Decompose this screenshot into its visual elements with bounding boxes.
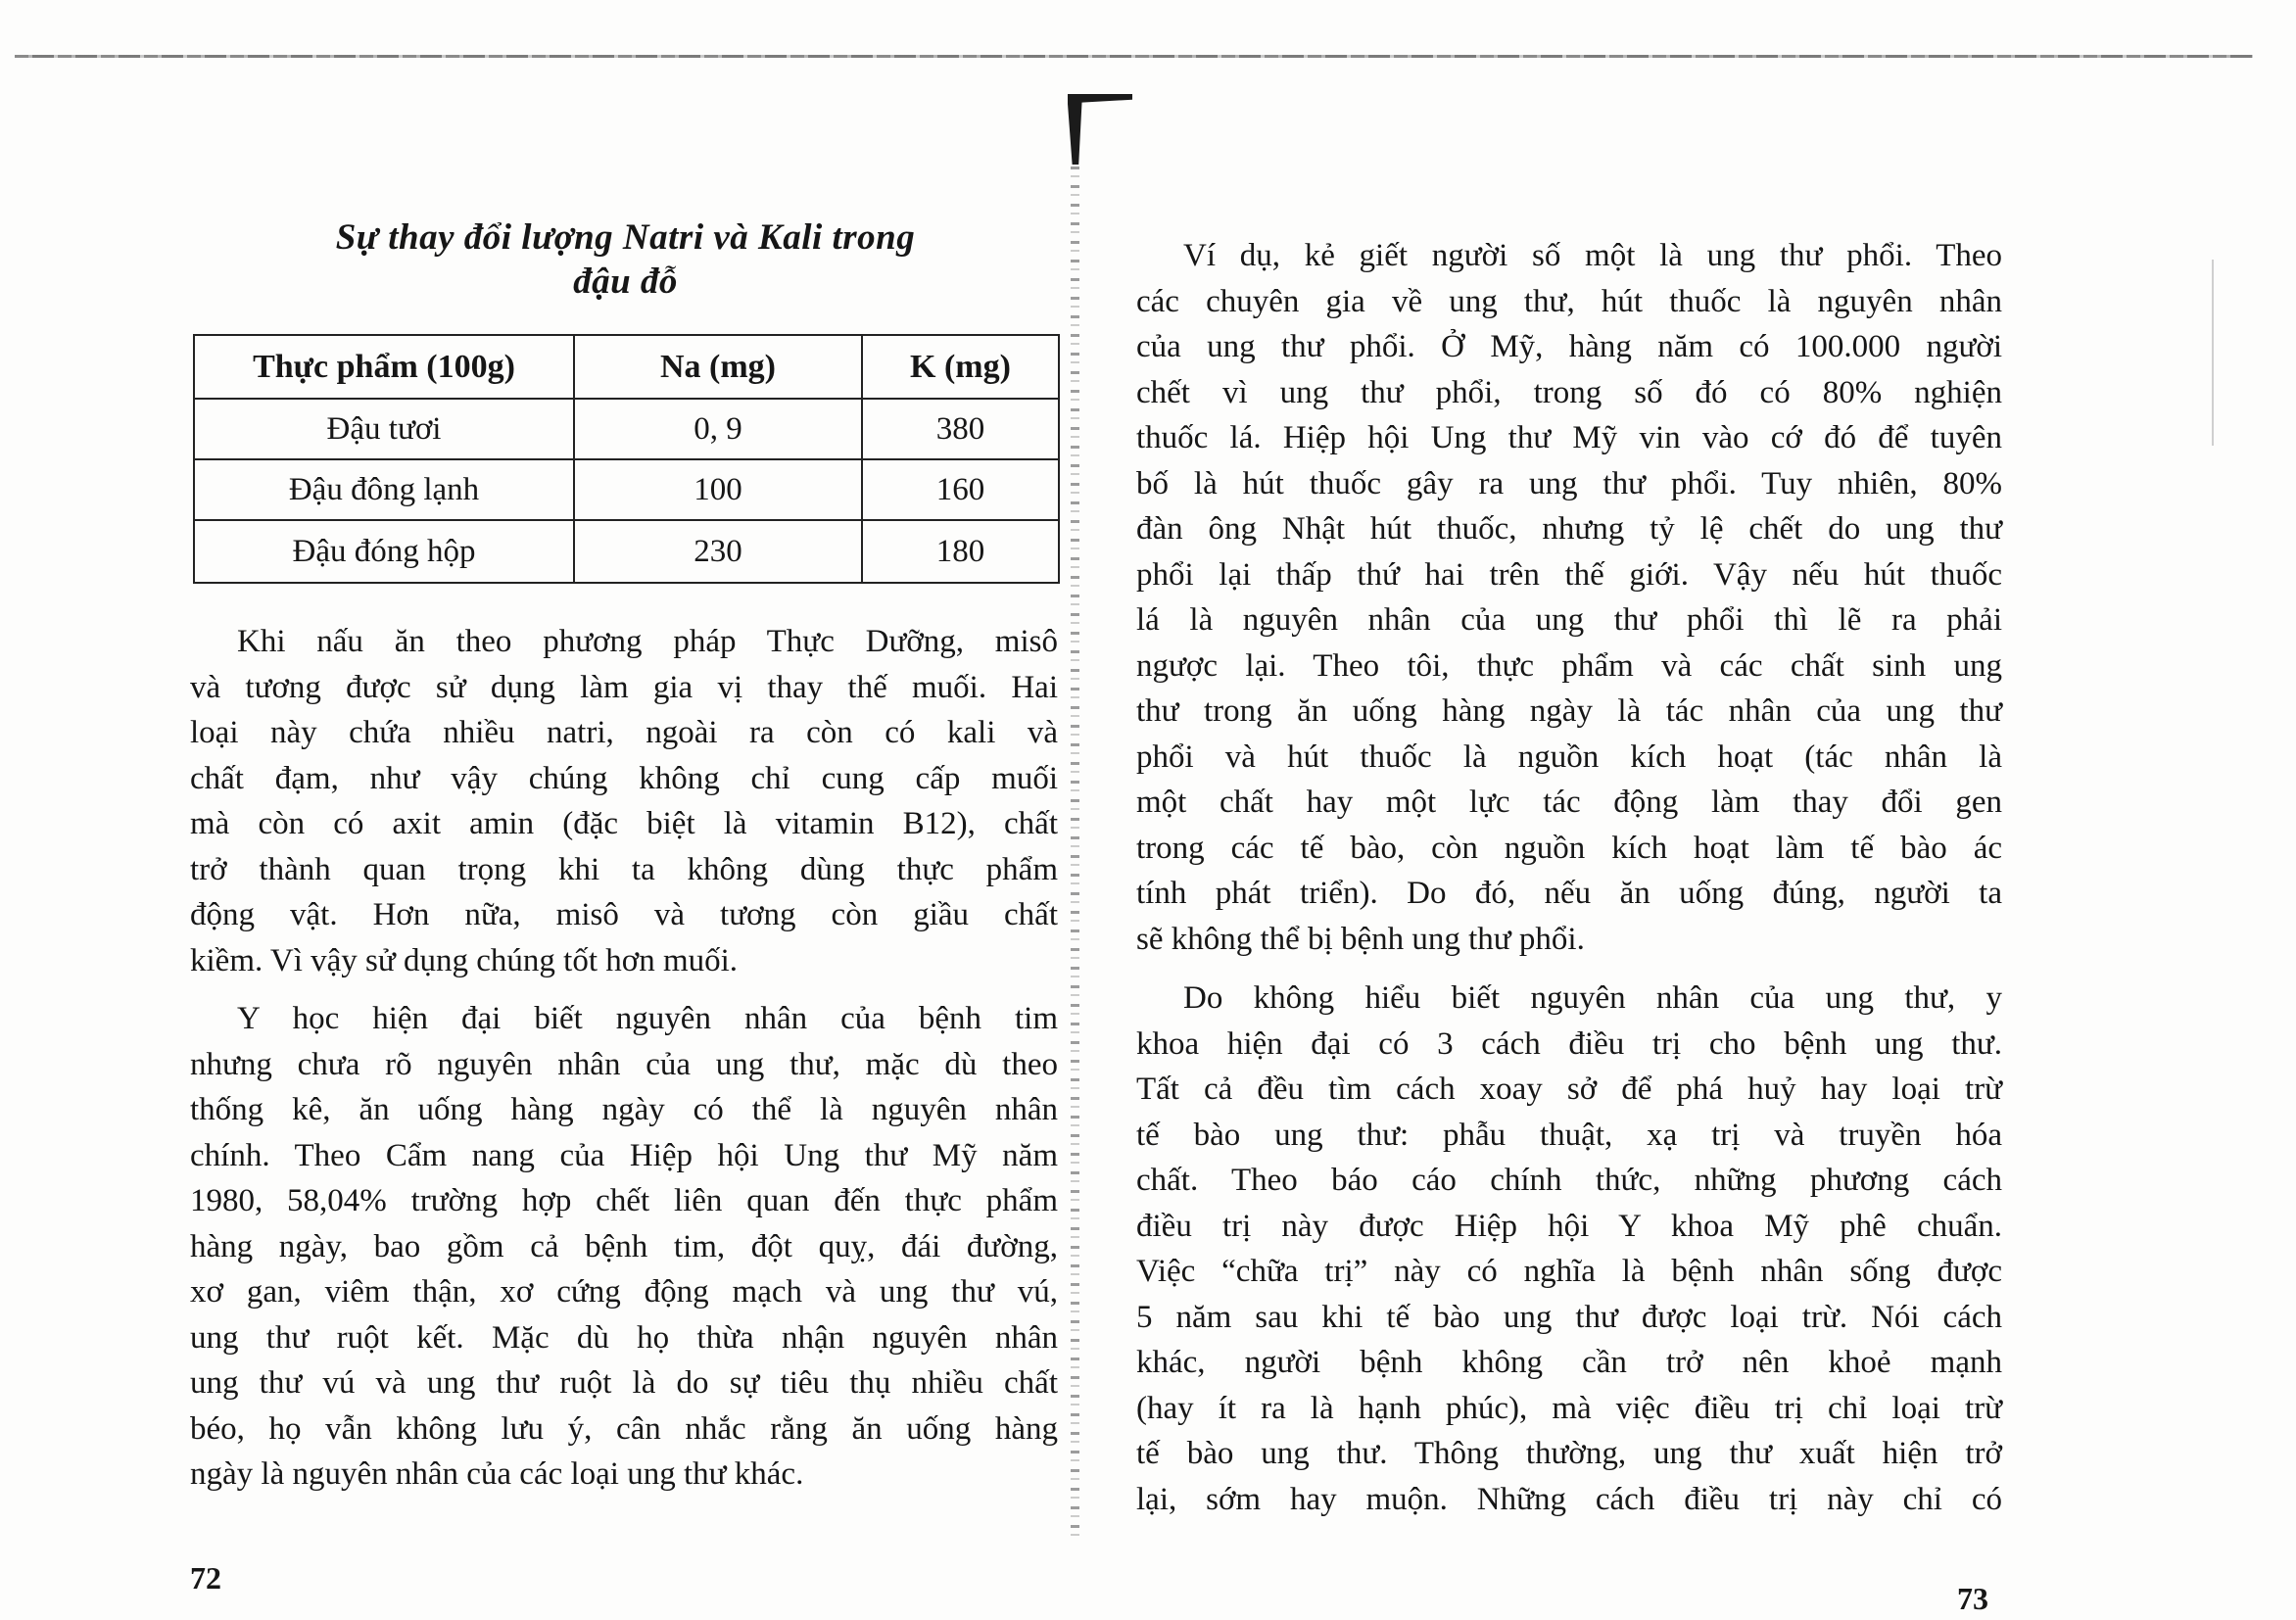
page-number: 72 bbox=[190, 1560, 221, 1596]
table-row bbox=[194, 520, 1059, 583]
text-line: kiềm. Vì vậy sử dụng chúng tốt hơn muối. bbox=[190, 942, 739, 978]
text-line: và tương được sử dụng làm gia vị thay thế muối. Hai bbox=[190, 669, 1058, 705]
text-line: béo, họ vẫn không lưu ý, cân nhắc rằng ăn uống hàng bbox=[190, 1410, 1058, 1447]
text-line: chính. Theo Cẩm nang của Hiệp hội Ung thư Mỹ năm bbox=[190, 1137, 1058, 1173]
text-line: chết vì ung thư phổi, trong số đó có 80% nghiện bbox=[1136, 374, 2002, 410]
text-line: (hay ít ra là hạnh phúc), mà việc điều trị chỉ loại trừ bbox=[1136, 1390, 2002, 1426]
table-cell: Đậu tươi bbox=[194, 399, 574, 459]
paragraph bbox=[1136, 233, 2002, 962]
table-header-row bbox=[194, 335, 1059, 399]
text-line: các chuyên gia về ung thư, hút thuốc là nguyên nhân bbox=[1136, 283, 2002, 319]
text-line: Việc “chữa trị” này có nghĩa là bệnh nhân sống được bbox=[1136, 1254, 2002, 1289]
text-line: mà còn có axit amin (đặc biệt là vitamin B12), chất bbox=[190, 806, 1058, 841]
text-line: Y học hiện đại biết nguyên nhân của bệnh tim bbox=[237, 1001, 1058, 1036]
text-line: tế bào ung thư: phẫu thuật, xạ trị và truyền hóa bbox=[1136, 1117, 2002, 1153]
page-number: 73 bbox=[1957, 1581, 1988, 1616]
text-line: 1980, 58,04% trường hợp chết liên quan đến thực phẩm bbox=[190, 1183, 1058, 1218]
text-line: Tất cả đều tìm cách xoay sở để phá huỷ hay loại trừ bbox=[1136, 1072, 2002, 1107]
text-line: loại này chứa nhiều natri, ngoài ra còn có kali và bbox=[190, 715, 1058, 750]
table-caption bbox=[193, 215, 1058, 304]
header-cell: Na (mg) bbox=[574, 335, 862, 399]
text-line: Khi nấu ăn theo phương pháp Thực Dưỡng, misô bbox=[237, 624, 1058, 659]
table-cell: 100 bbox=[574, 459, 862, 520]
table-cell: 180 bbox=[862, 520, 1059, 583]
paragraph bbox=[190, 619, 1058, 983]
table-cell: Đậu đóng hộp bbox=[194, 520, 574, 583]
text-line: của ung thư phổi. Ở Mỹ, hàng năm có 100.000 người bbox=[1136, 329, 2002, 364]
text-line: thống kê, ăn uống hàng ngày có thể là nguyên nhân bbox=[190, 1092, 1058, 1127]
text-line: xơ gan, viêm thận, xơ cứng động mạch và ung thư vú, bbox=[190, 1274, 1058, 1310]
table-cell: 230 bbox=[574, 520, 862, 583]
header-cell: Thực phẩm (100g) bbox=[194, 335, 574, 399]
table-cell: 380 bbox=[862, 399, 1059, 459]
text-line: khác, người bệnh không cần trở nên khoẻ mạnh bbox=[1136, 1345, 2002, 1380]
text-line: tế bào ung thư. Thông thường, ung thư xuất hiện trở bbox=[1136, 1436, 2002, 1471]
text-line: 5 năm sau khi tế bào ung thư được loại trừ. Nói cách bbox=[1136, 1299, 2002, 1335]
table-row bbox=[194, 399, 1059, 459]
book-spine-shadow bbox=[1071, 167, 1079, 1538]
text-line: lá là nguyên nhân của ung thư phổi thì lẽ ra phải bbox=[1136, 602, 2002, 638]
table-cell: Đậu đông lạnh bbox=[194, 459, 574, 520]
table-cell: 0, 9 bbox=[574, 399, 862, 459]
text-line: phổi lại thấp thứ hai trên thế giới. Vậy nếu hút thuốc bbox=[1136, 556, 2002, 593]
text-line: Ví dụ, kẻ giết người số một là ung thư phổi. Theo bbox=[1183, 238, 2002, 273]
text-line: chất đạm, như vậy chúng không chỉ cung cấp muối bbox=[190, 760, 1058, 796]
text-line: ngược lại. Theo tôi, thực phẩm và các chất sinh ung bbox=[1136, 647, 2002, 684]
table-cell: 160 bbox=[862, 459, 1059, 520]
text-line: sẽ không thể bị bệnh ung thư phổi. bbox=[1136, 921, 1585, 957]
caption-line: đậu đỗ bbox=[573, 262, 678, 302]
text-line: tính phát triển). Do đó, nếu ăn uống đúng, người ta bbox=[1136, 876, 2002, 911]
text-line: điều trị này được Hiệp hội Y khoa Mỹ phê chuẩn. bbox=[1136, 1208, 2002, 1244]
caption-line: Sự thay đổi lượng Natri và Kali trong bbox=[335, 217, 916, 258]
text-line: chất. Theo báo cáo chính thức, những phương cách bbox=[1136, 1163, 2002, 1198]
table-row bbox=[194, 459, 1059, 520]
text-line: Do không hiểu biết nguyên nhân của ung thư, y bbox=[1183, 980, 2002, 1016]
text-line: thuốc lá. Hiệp hội Ung thư Mỹ vin vào cớ đó để tuyên bbox=[1136, 420, 2002, 455]
text-line: phổi và hút thuốc là nguồn kích hoạt (tác nhân là bbox=[1136, 739, 2002, 775]
text-line: hàng ngày, bao gồm cả bệnh tim, đột quỵ, đái đường, bbox=[190, 1228, 1058, 1264]
text-line: thư trong ăn uống hàng ngày là tác nhân của ung thư bbox=[1136, 693, 2002, 729]
text-line: động vật. Hơn nữa, misô và tương còn giầu chất bbox=[190, 897, 1058, 932]
text-line: ngày là nguyên nhân của các loại ung thư khác. bbox=[190, 1456, 804, 1492]
text-line: bố là hút thuốc gây ra ung thư phổi. Tuy nhiên, 80% bbox=[1136, 465, 2002, 501]
text-line: nhưng chưa rõ nguyên nhân của ung thư, mặc dù theo bbox=[190, 1046, 1058, 1082]
text-line: ung thư ruột kết. Mặc dù họ thừa nhận nguyên nhân bbox=[190, 1319, 1058, 1356]
text-line: trong các tế bào, còn nguồn kích hoạt làm tế bào ác bbox=[1136, 830, 2002, 866]
header-cell: K (mg) bbox=[862, 335, 1059, 399]
sodium-potassium-table bbox=[193, 334, 1060, 584]
scan-margin-mark bbox=[2212, 260, 2214, 446]
text-line: một chất hay một lực tác động làm thay đổi gen bbox=[1136, 785, 2002, 820]
text-line: trở thành quan trọng khi ta không dùng thực phẩm bbox=[190, 851, 1058, 887]
text-line: lại, sớm hay muộn. Những cách điều trị này chỉ có bbox=[1136, 1481, 2002, 1517]
text-line: khoa hiện đại có 3 cách điều trị cho bệnh ung thư. bbox=[1136, 1025, 2002, 1062]
text-line: ung thư vú và ung thư ruột là do sự tiêu thụ nhiều chất bbox=[190, 1365, 1058, 1401]
paragraph bbox=[1136, 976, 2002, 1522]
text-line: đàn ông Nhật hút thuốc, nhưng tỷ lệ chết do ung thư bbox=[1136, 511, 2002, 547]
scan-edge-line bbox=[15, 55, 2253, 58]
paragraph bbox=[190, 996, 1058, 1498]
book-spine-mark bbox=[1068, 94, 1132, 165]
